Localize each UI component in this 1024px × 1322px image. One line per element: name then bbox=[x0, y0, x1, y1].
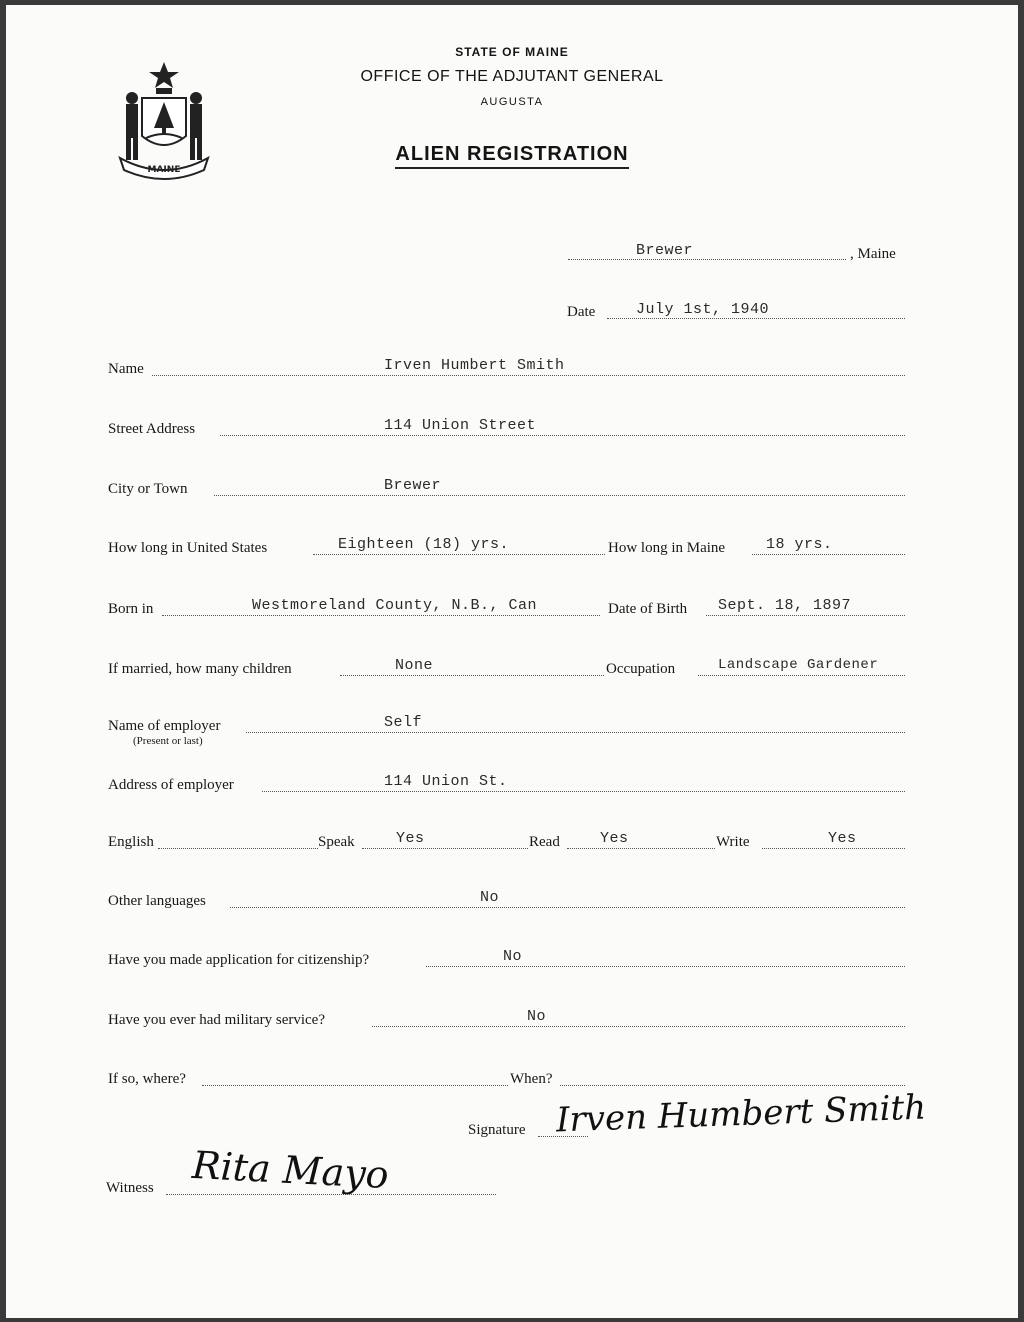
employer-value: Self bbox=[384, 714, 423, 731]
military-value: No bbox=[527, 1008, 547, 1025]
header-state: STATE OF MAINE bbox=[455, 45, 569, 59]
occupation-value: Landscape Gardener bbox=[718, 657, 879, 673]
street-line bbox=[220, 435, 905, 436]
city-line bbox=[214, 495, 905, 496]
maine-duration-value: 18 yrs. bbox=[766, 536, 833, 553]
dob-line bbox=[706, 615, 905, 616]
children-label: If married, how many children bbox=[108, 661, 292, 677]
form-title: ALIEN REGISTRATION bbox=[0, 143, 1024, 166]
street-value: 114 Union Street bbox=[384, 417, 537, 434]
occupation-label: Occupation bbox=[606, 661, 676, 677]
read-label: Read bbox=[529, 834, 560, 850]
header-office: OFFICE OF THE ADJUTANT GENERAL bbox=[360, 68, 664, 85]
dob-value: Sept. 18, 1897 bbox=[718, 597, 852, 614]
born-line bbox=[162, 615, 600, 616]
speak-label: Speak bbox=[318, 834, 355, 850]
read-line bbox=[567, 848, 715, 849]
write-value: Yes bbox=[828, 830, 857, 847]
maine-duration-label: How long in Maine bbox=[608, 540, 726, 556]
header-city: AUGUSTA bbox=[480, 96, 544, 108]
us-duration-value: Eighteen (18) yrs. bbox=[338, 536, 510, 553]
english-label: English bbox=[108, 834, 154, 850]
military-line bbox=[372, 1026, 905, 1027]
date-line bbox=[607, 318, 905, 319]
occupation-line bbox=[698, 675, 905, 676]
write-line bbox=[762, 848, 905, 849]
seal-text: MAINE bbox=[147, 165, 181, 175]
city-value: Brewer bbox=[384, 477, 442, 494]
employer-address-value: 114 Union St. bbox=[384, 773, 508, 790]
us-duration-line bbox=[313, 554, 605, 555]
citizenship-line bbox=[426, 966, 905, 967]
date-label: Date bbox=[567, 304, 596, 320]
children-value: None bbox=[395, 657, 434, 674]
born-value: Westmoreland County, N.B., Can bbox=[252, 597, 538, 614]
maine-duration-line bbox=[752, 554, 905, 555]
employer-address-line bbox=[262, 791, 905, 792]
speak-line bbox=[362, 848, 528, 849]
date-value: July 1st, 1940 bbox=[636, 301, 770, 318]
name-label: Name bbox=[108, 361, 144, 377]
employer-line bbox=[246, 732, 905, 733]
location-town-value: Brewer bbox=[636, 242, 694, 259]
employer-sublabel: (Present or last) bbox=[133, 735, 203, 747]
military-label: Have you ever had military service? bbox=[108, 1012, 325, 1028]
other-languages-label: Other languages bbox=[108, 893, 206, 909]
witness-label: Witness bbox=[106, 1180, 154, 1196]
children-line bbox=[340, 675, 604, 676]
citizenship-label: Have you made application for citizenship? bbox=[108, 952, 370, 968]
other-languages-value: No bbox=[480, 889, 500, 906]
english-line bbox=[158, 848, 318, 849]
when-line bbox=[560, 1085, 905, 1086]
signature-label: Signature bbox=[468, 1122, 526, 1138]
dob-label: Date of Birth bbox=[608, 601, 688, 617]
street-label: Street Address bbox=[108, 421, 196, 437]
when-label: When? bbox=[510, 1071, 553, 1087]
where-line bbox=[202, 1085, 508, 1086]
us-duration-label: How long in United States bbox=[108, 540, 268, 556]
signature-value: Irven Humbert Smith bbox=[555, 1087, 927, 1141]
other-languages-line bbox=[230, 907, 905, 908]
read-value: Yes bbox=[600, 830, 629, 847]
location-line bbox=[568, 259, 846, 260]
name-line bbox=[152, 375, 905, 376]
witness-value: Rita Mayo bbox=[190, 1142, 390, 1198]
location-state-label: , Maine bbox=[850, 246, 896, 262]
employer-label: Name of employer bbox=[108, 718, 221, 734]
where-label: If so, where? bbox=[108, 1071, 186, 1087]
employer-address-label: Address of employer bbox=[108, 777, 234, 793]
born-label: Born in bbox=[108, 601, 154, 617]
speak-value: Yes bbox=[396, 830, 425, 847]
write-label: Write bbox=[716, 834, 750, 850]
citizenship-value: No bbox=[503, 948, 523, 965]
city-label: City or Town bbox=[108, 481, 188, 497]
name-value: Irven Humbert Smith bbox=[384, 357, 565, 374]
